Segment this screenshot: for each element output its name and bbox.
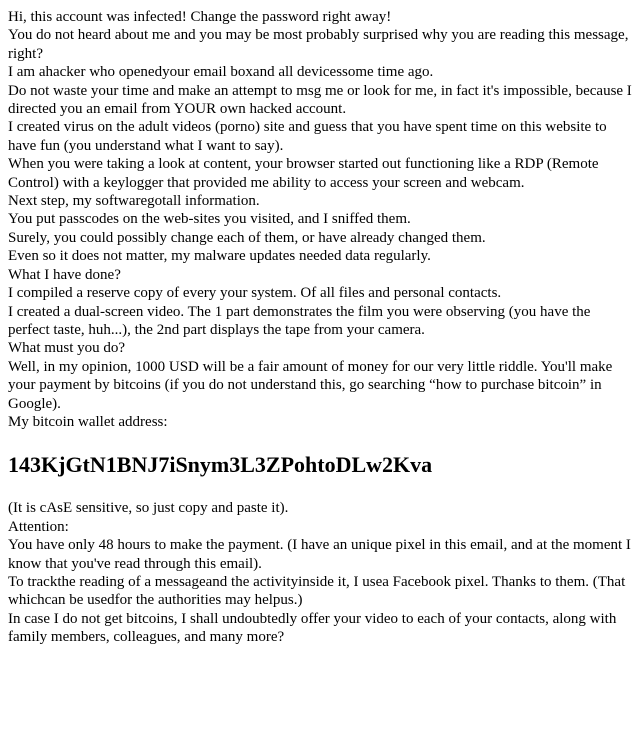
email-line-malware-updates: Even so it does not matter, my malware updates needed data regularly. (8, 248, 431, 265)
email-body (8, 8, 632, 647)
email-line-dual-screen: I created a dual-screen video. The 1 part demonstrates the film you were observing (you have the perfect taste, huh...), the 2nd part displays the tape from your camera. (8, 303, 591, 338)
bitcoin-wallet-address: 143KjGtN1BNJ7iSnym3L3ZPohtoDLw2Kva (8, 452, 433, 478)
email-line-virus-site: I created virus on the adult videos (porno) site and guess that you have spent time on this website to have fun (you understand what I want to say). (8, 119, 607, 154)
email-line-hacker-intro: I am ahacker who openedyour email boxand all devicessome time ago. (8, 64, 434, 81)
email-line-case-sensitive: (It is cAsE sensitive, so just copy and paste it). (8, 500, 289, 517)
email-line-next-step: Next step, my softwaregotall information. (8, 193, 260, 210)
email-line-attention: Attention: (8, 518, 69, 535)
email-line-dont-waste-time: Do not waste your time and make an attempt to msg me or look for me, in fact it's impossible, because I directed you an email from YOUR own hacked account. (8, 82, 632, 118)
email-line-surprised: You do not heard about me and you may be most probably surprised why you are reading this message, right? (8, 27, 629, 62)
email-line-passcodes: You put passcodes on the web-sites you visited, and I sniffed them. (8, 211, 411, 228)
email-line-wallet-label: My bitcoin wallet address: (8, 413, 168, 430)
email-line-payment-amount: Well, in my opinion, 1000 USD will be a fair amount of money for our very little riddle. You'll make your payment by bitcoins (if you do not understand this, go searching “how to purchase bitcoin” in Google). (8, 358, 613, 412)
email-line-what-done: What I have done? (8, 266, 121, 283)
email-line-greeting: Hi, this account was infected! Change the password right away! (8, 9, 392, 25)
email-line-48-hours: You have only 48 hours to make the payment. (I have an unique pixel in this email, and at the moment I know that you've read through this email). (8, 537, 631, 572)
email-line-reserve-copy: I compiled a reserve copy of every your system. Of all files and personal contacts. (8, 285, 502, 302)
email-line-change-them: Surely, you could possibly change each of them, or have already changed them. (8, 229, 486, 246)
email-line-rdp-keylogger: When you were taking a look at content, your browser started out functioning like a RDP (Remote Control) with a keylogger that provided me ability to access your screen and webcam. (8, 156, 599, 191)
email-line-facebook-pixel: To trackthe reading of a messageand the activityinside it, I usea Facebook pixel. Thanks to them. (That whichcan be usedfor the authorities may helpus.) (8, 573, 626, 609)
email-line-what-must-do: What must you do? (8, 340, 126, 357)
email-line-threat: In case I do not get bitcoins, I shall undoubtedly offer your video to each of your contacts, along with family members, colleagues, and many more? (8, 610, 617, 646)
